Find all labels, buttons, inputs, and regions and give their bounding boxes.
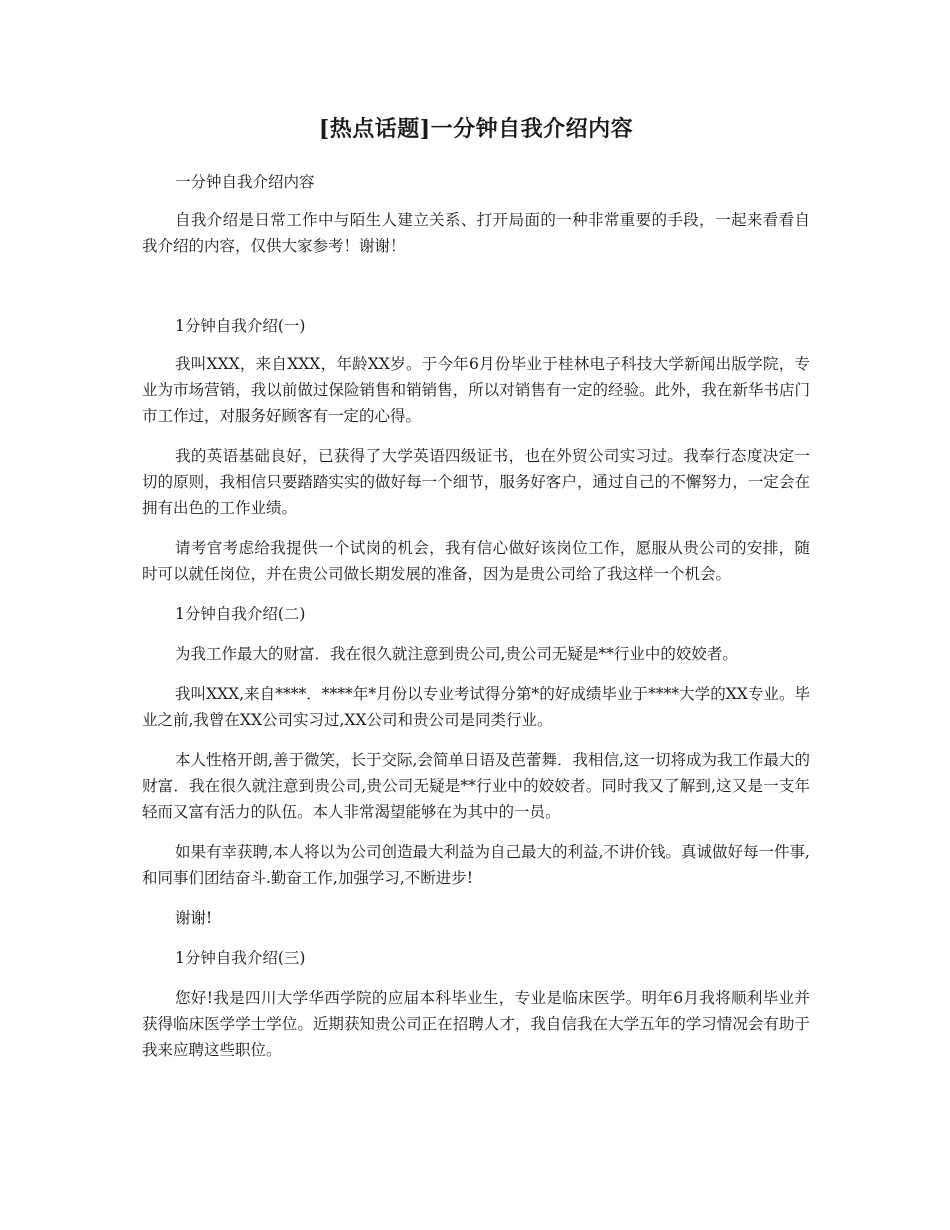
document-title: [热点话题]一分钟自我介绍内容 <box>318 116 634 142</box>
section-1-paragraph-3: 请考官考虑给我提供一个试岗的机会，我有信心做好该岗位工作，愿服从贵公司的安排，随时可以就任岗位，并在贵公司做长期发展的准备，因为是贵公司给了我这样一个机会。 <box>142 539 810 583</box>
section-3-paragraph-1: 您好!我是四川大学华西学院的应届本科毕业生，专业是临床医学。明年6月我将顺利毕业并获得临床医学学士学位。近期获知贵公司正在招聘人才，我自信我在大学五年的学习情况会有助于我来应聘这些职位。 <box>142 989 810 1059</box>
intro-paragraph: 自我介绍是日常工作中与陌生人建立关系、打开局面的一种非常重要的手段，一起来看看自我介绍的内容，仅供大家参考！谢谢！ <box>142 211 810 255</box>
section-heading-3: 1分钟自我介绍(三) <box>175 949 306 967</box>
section-1-paragraph-1: 我叫XXX，来自XXX，年龄XX岁。于今年6月份毕业于桂林电子科技大学新闻出版学院，专业为市场营销，我以前做过保险销售和销销售，所以对销售有一定的经验。此外，我在新华书店门市工作过，对服务好顾客有一定的心得。 <box>142 355 810 425</box>
section-2-paragraph-3: 本人性格开朗,善于微笑，长于交际,会简单日语及芭蕾舞．我相信,这一切将成为我工作最大的财富．我在很久就注意到贵公司,贵公司无疑是**行业中的姣姣者。同时我又了解到,这又是一支年轻而又富有活力的队伍。本人非常渴望能够在为其中的一员。 <box>142 751 810 821</box>
section-2-paragraph-4: 如果有幸获聘,本人将以为公司创造最大利益为自己最大的利益,不讲价钱。真诚做好每一件事,和同事们团结奋斗.勤奋工作,加强学习,不断进步! <box>142 843 810 887</box>
section-1-paragraph-2: 我的英语基础良好，已获得了大学英语四级证书，也在外贸公司实习过。我奉行态度决定一切的原则，我相信只要踏踏实实的做好每一个细节，服务好客户，通过自己的不懈努力，一定会在拥有出色的工作业绩。 <box>142 447 810 517</box>
section-heading-2: 1分钟自我介绍(二) <box>175 605 306 623</box>
section-2-paragraph-2: 我叫XXX,来自****．****年*月份以专业考试得分第*的好成绩毕业于****大学的XX专业。毕业之前,我曾在XX公司实习过,XX公司和贵公司是同类行业。 <box>142 685 810 729</box>
section-2-paragraph-1: 为我工作最大的财富．我在很久就注意到贵公司,贵公司无疑是**行业中的姣姣者。 <box>175 645 738 663</box>
section-heading-1: 1分钟自我介绍(一) <box>175 317 306 335</box>
section-2-thanks: 谢谢! <box>175 909 213 927</box>
subtitle-paragraph: 一分钟自我介绍内容 <box>175 173 315 191</box>
